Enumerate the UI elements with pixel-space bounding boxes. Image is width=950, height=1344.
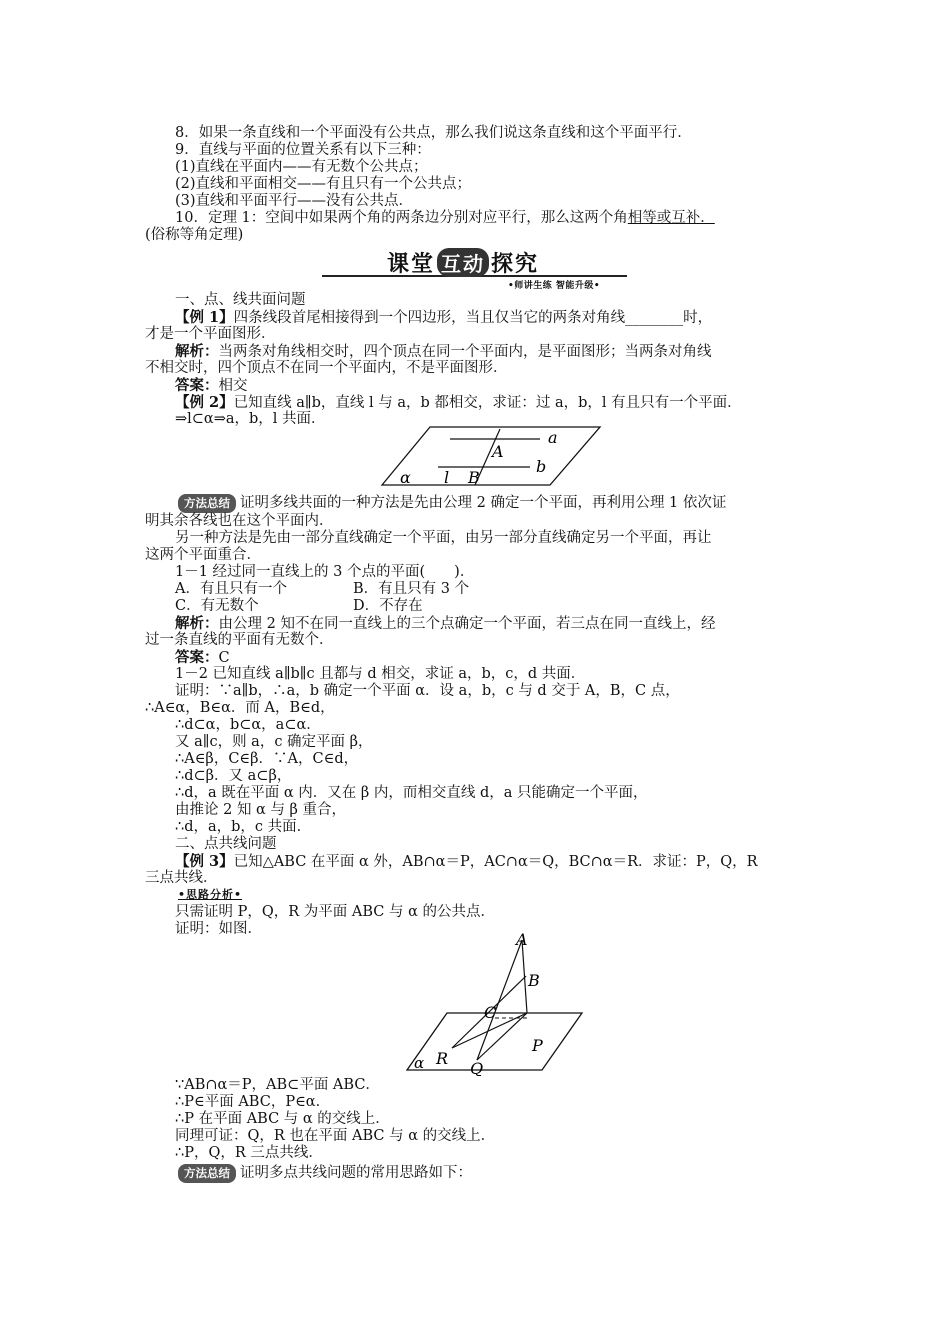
proof-line-5: ∴A∈β，C∈β．∵A，C∈d，	[175, 751, 359, 767]
label-P: P	[532, 1036, 543, 1055]
item-10: 10．定理 1：空间中如果两个角的两条边分别对应平行，那么这两个角相等或互补．	[175, 210, 715, 226]
method-summary-badge: 方法总结	[178, 494, 236, 513]
proof-step-2: ∴P∈平面 ABC，P∈α．	[175, 1094, 331, 1110]
method-summary-3: 方法总结 证明多点共线问题的常用思路如下：	[178, 1164, 472, 1183]
proof-step-5: ∴P，Q，R 三点共线．	[175, 1145, 323, 1161]
label-l: l	[444, 468, 450, 487]
thinking-analysis-label: •思路分析•	[178, 888, 243, 901]
label-Q: Q	[470, 1059, 484, 1076]
proof-line-3: ∴d⊂α，b⊂α，a⊂α．	[175, 717, 321, 733]
example-1-analysis: 解析：当两条对角线相交时，四个顶点在同一个平面内，是平面图形；当两条对角线	[175, 343, 712, 360]
figure-parallel-lines	[380, 425, 610, 490]
example-2-proof: ⇒l⊂α⇒a，b，l 共面．	[175, 411, 326, 427]
example-1-cont: 才是一个平面图形．	[145, 326, 276, 342]
item-9-2: (2)直线和平面相交——有且只有一个公共点；	[175, 176, 472, 192]
proof-intro: 证明：如图．	[175, 921, 262, 937]
example-1-answer: 答案：相交	[175, 377, 248, 394]
option-D: D．不存在	[353, 598, 423, 614]
section-banner	[322, 245, 627, 291]
figure-triangle-plane	[402, 930, 587, 1076]
method-summary-1: 方法总结 证明多线共面的一种方法是先由公理 2 确定一个平面，再利用公理 1 依次证	[178, 494, 726, 513]
option-A: A．有且只有一个	[175, 581, 287, 597]
label-R: R	[436, 1049, 449, 1068]
example-3-cont: 三点共线．	[145, 870, 218, 886]
proof-line-4: 又 a∥c，则 a，c 确定平面 β，	[175, 734, 373, 750]
example-3: 【例 3】已知△ABC 在平面 α 外，AB∩α＝P，AC∩α＝Q，BC∩α＝R．求证：P，Q，R	[175, 853, 758, 870]
section-2-title: 二、点共线问题	[175, 836, 277, 852]
label-A: A	[516, 930, 528, 949]
segment-AQ	[477, 940, 522, 1060]
label-b: b	[536, 457, 547, 476]
label-A: A	[492, 442, 504, 461]
item-10-note: (俗称等角定理)	[145, 227, 244, 243]
proof-step-4: 同理可证：Q，R 也在平面 ABC 与 α 的交线上．	[175, 1128, 496, 1144]
proof-line-6: ∴d⊂β．又 a⊂β，	[175, 768, 292, 784]
example-2: 【例 2】已知直线 a∥b，直线 l 与 a，b 都相交，求证：过 a，b，l 有且只有一个平面．	[175, 394, 742, 411]
proof-step-3: ∴P 在平面 ABC 与 α 的交线上．	[175, 1111, 390, 1127]
banner-title: 课堂 互动 探究	[387, 247, 539, 278]
plane-alpha-outline	[382, 427, 600, 485]
proof-line-9: ∴d，a，b，c 共面．	[175, 819, 312, 835]
proof-line-8: 由推论 2 知 α 与 β 重合，	[175, 802, 347, 818]
label-B: B	[468, 468, 480, 487]
example-1-analysis-cont: 不相交时，四个顶点不在同一个平面内，不是平面图形．	[145, 360, 508, 376]
banner-slogan: •师讲生练 智能升级•	[508, 281, 601, 291]
item-9-1: (1)直线在平面内——有无数个公共点；	[175, 159, 428, 175]
label-alpha: α	[414, 1054, 425, 1072]
item-9-3: (3)直线和平面平行——没有公共点．	[175, 193, 414, 209]
item-8: 8．如果一条直线和一个平面没有公共点，那么我们说这条直线和这个平面平行．	[175, 125, 692, 141]
exercise-1-1: 1－1 经过同一直线上的 3 个点的平面( )．	[175, 564, 475, 580]
label-a: a	[548, 428, 558, 447]
label-alpha: α	[400, 468, 411, 487]
exercise-1-1-analysis: 解析：由公理 2 知不在同一直线上的三个点确定一个平面，若三点在同一直线上，经	[175, 615, 716, 632]
proof-line-1: 证明：∵a∥b，∴a，b 确定一个平面 α．设 a，b，c 与 d 交于 A，B，C 点，	[175, 683, 680, 699]
option-B: B．有且只有 3 个	[353, 581, 470, 597]
option-C: C．有无数个	[175, 598, 259, 614]
proof-step-1: ∵AB∩α＝P，AB⊂平面 ABC．	[175, 1077, 380, 1093]
exercise-1-2: 1－2 已知直线 a∥b∥c 且都与 d 相交，求证 a，b，c，d 共面．	[175, 666, 586, 682]
thinking-analysis: 只需证明 P，Q，R 为平面 ABC 与 α 的公共点．	[175, 904, 495, 920]
exercise-1-1-answer: 答案：C	[175, 649, 230, 666]
item-9: 9．直线与平面的位置关系有以下三种：	[175, 142, 431, 158]
method-summary-2: 另一种方法是先由一部分直线确定一个平面，由另一部分直线确定另一个平面，再让	[175, 530, 712, 546]
answer-text: 相等或互补．	[627, 210, 715, 226]
exercise-1-1-analysis-cont: 过一条直线的平面有无数个．	[145, 632, 334, 648]
example-1: 【例 1】四条线段首尾相接得到一个四边形，当且仅当它的两条对角线________时，	[175, 309, 713, 326]
method-summary-badge: 方法总结	[178, 1164, 236, 1183]
method-summary-1-cont: 明其余各线也在这个平面内．	[145, 513, 334, 529]
method-summary-2-cont: 这两个平面重合．	[145, 547, 261, 563]
section-1-title: 一、点、线共面问题	[175, 292, 306, 308]
label-B: B	[528, 971, 540, 990]
proof-line-2: ∴A∈α，B∈α．而 A，B∈d，	[145, 700, 335, 716]
label-C: C	[484, 1003, 497, 1022]
proof-line-7: ∴d，a 既在平面 α 内．又在 β 内，而相交直线 d，a 只能确定一个平面，	[175, 785, 648, 801]
